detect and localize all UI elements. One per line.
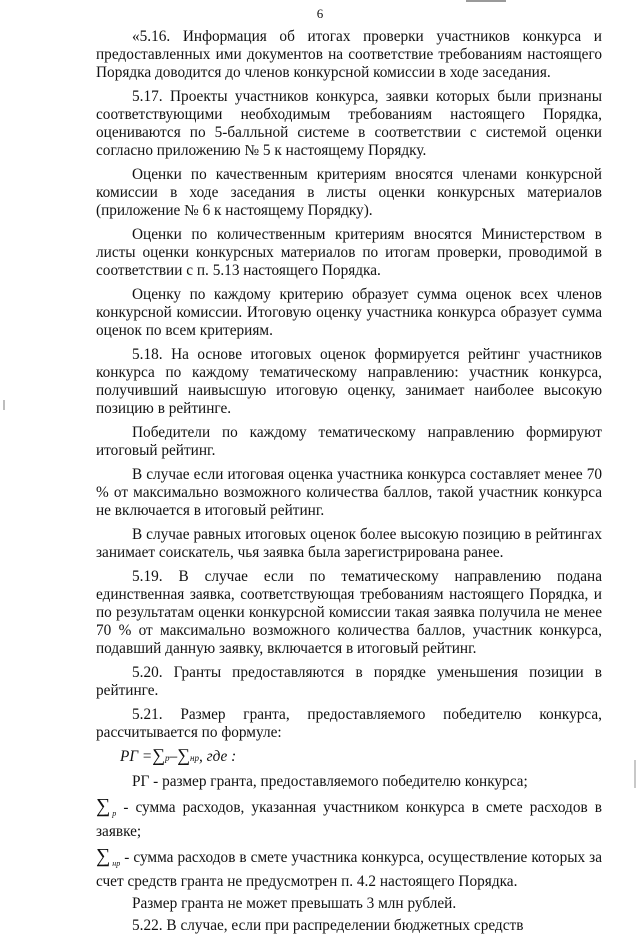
formula-sub-p: р: [165, 753, 170, 763]
paragraph-5-16: «5.16. Информация об итогах проверки участников конкурса и предоставленных ими документов на соответствие требованиям настоящего Порядка доводится до членов конкурсной комиссии в ходе заседания.: [96, 28, 602, 81]
paragraph-70-percent: В случае если итоговая оценка участника конкурса составляет менее 70 % от максимально возможного количества баллов, такой участник конкурса не включается в итоговый рейтинг.: [96, 466, 602, 519]
paragraph-quantitative: Оценки по количественным критериям вносятся Министерством в листы оценки конкурсных материалов по итогам проверки, проводимой в соответствии с п. 5.13 настоящего Порядка.: [96, 226, 602, 279]
paragraph-5-17: 5.17. Проекты участников конкурса, заявки которых были признаны соответствующими необходимым требованиям настоящего Порядка, оцениваются по 5-балльной системе в соответствии с системой оценки согласно приложению № 5 к настоящему Порядку.: [96, 88, 602, 159]
definition-sigma-p-text: - сумма расходов, указанная участником конкурса в смете расходов в заявке;: [96, 799, 602, 841]
document-body: [96, 28, 602, 941]
definition-rg: РГ - размер гранта, предоставляемого победителю конкурса;: [132, 773, 528, 790]
paragraph-5-19: 5.19. В случае если по тематическому направлению подана единственная заявка, соответствующая требованиям настоящего Порядка, и по результатам оценки конкурсной комиссии такая заявка получила не менее 70 % от максимально возможного количества баллов, участник конкурса, подавший данную заявку, включается в итоговый рейтинг.: [96, 568, 602, 657]
definition-sigma-np-text: - сумма расходов в смете участника конкурса, осуществление которых за счет средств гранта не предусмотрен п. 4.2 настоящего Порядка.: [96, 849, 602, 891]
formula-sub-np: нр: [190, 753, 200, 763]
paragraph-equal-scores: В случае равных итоговых оценок более высокую позицию в рейтингах занимает соискатель, чья заявка была зарегистрирована ранее.: [96, 526, 602, 561]
grant-formula: [120, 746, 602, 767]
formula-minus: –: [169, 748, 178, 765]
paragraph-5-22: 5.22. В случае, если при распределении бюджетных средств: [132, 917, 524, 935]
paragraph-qualitative: Оценки по качественным критериям вносятся членами конкурсной комиссии в ходе заседания в листы оценки конкурсных материалов (приложение № 6 к настоящему Порядку).: [96, 166, 602, 219]
sigma-symbol: ∑: [96, 845, 111, 868]
paragraph-5-20: 5.20. Гранты предоставляются в порядке уменьшения позиции в рейтинге.: [96, 664, 602, 699]
definition-sigma-p: [96, 797, 602, 841]
sigma-sub-np: нр: [112, 859, 121, 869]
formula-lhs: РГ =: [120, 748, 153, 765]
definition-sigma-np: [96, 847, 602, 891]
page-number: 6: [316, 6, 324, 21]
sigma-symbol: ∑: [96, 795, 111, 817]
paragraph-winners: Победители по каждому тематическому направлению формируют итоговый рейтинг.: [96, 424, 602, 459]
paragraph-grant-limit: Размер гранта не может превышать 3 млн рублей.: [132, 895, 457, 913]
scan-artifact: [634, 760, 636, 788]
paragraph-5-21: 5.21. Размер гранта, предоставляемого победителю конкурса, рассчитывается по формуле:: [96, 706, 602, 741]
scan-artifact: [466, 0, 506, 2]
sigma-sub-p: р: [112, 809, 117, 819]
scan-artifact: [3, 400, 5, 410]
sigma-symbol: ∑: [177, 745, 191, 765]
paragraph-criterion-score: Оценку по каждому критерию образует сумма оценок всех членов конкурсной комиссии. Итоговую оценку участника конкурса образует сумма оценок по всем критериям.: [96, 286, 602, 339]
paragraph-5-18: 5.18. На основе итоговых оценок формируется рейтинг участников конкурса по каждому тематическому направлению: участник конкурса, получивший наивысшую итоговую оценку, занимает наиболее высокую позицию в рейтинге.: [96, 346, 602, 417]
sigma-symbol: ∑: [152, 745, 166, 765]
formula-tail: , где :: [199, 748, 237, 765]
